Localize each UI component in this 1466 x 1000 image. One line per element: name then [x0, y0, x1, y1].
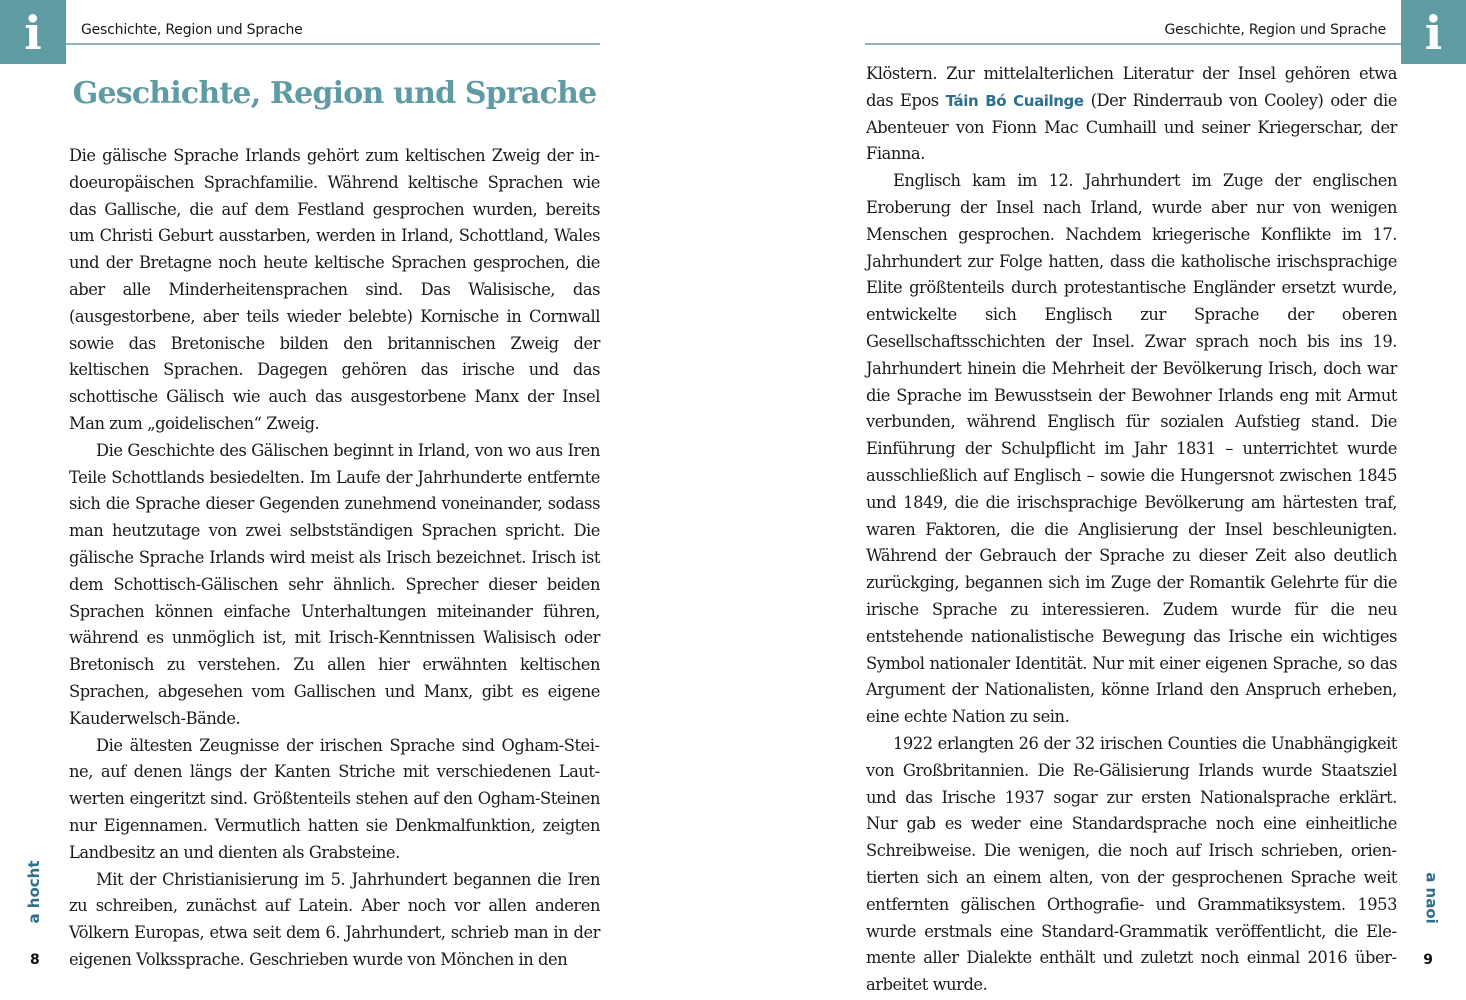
body-text	[866, 61, 1397, 999]
paragraph-text: Klöstern. Zur mittelalterlichen Literatur der Insel gehören etwa das Epos	[866, 64, 1397, 110]
info-icon: i	[1424, 6, 1443, 60]
paragraph-text: (Der Rinderraub von Cooley) oder die Abenteuer von Fionn Mac Cumhaill und seiner Kriegerschar, der Fianna.	[866, 90, 1397, 164]
right-page	[733, 0, 1466, 1000]
header-divider	[66, 43, 600, 45]
paragraph: 1922 erlangten 26 der 32 irischen Counties die Unabhängigkeit von Großbritannien. Die Re-Gälisierung Irlands wurde Staatsziel und das Irische 1937 sogar zur ersten Nationalsprache erklärt. Nur gab es weder eine Standardsprache noch eine einheitliche Schreibweise. Die wenigen, die noch auf Irisch schrieben, orientierten sich an einem alten, von der gesprochenen Sprache weit entfernten gälischen Orthografie- und Grammatiksystem. 1953 wurde erstmals eine Standard-Grammatik veröffentlicht, die Elemente aller Dialekte enthält und zuletzt noch einmal 2016 überarbeitet wurde.	[866, 733, 1397, 995]
highlighted-term: Táin Bó Cuailnge	[945, 91, 1084, 110]
irish-page-number-label: a hocht	[25, 860, 43, 924]
info-icon: i	[24, 6, 42, 60]
paragraph: Die gälische Sprache Irlands gehört zum keltischen Zweig der indoeuropäischen Sprachfamilie. Während keltische Sprachen wie das Gallische, die auf dem Festland gesprochen wurden, bereits um Christi Geburt ausstarben, werden in Irland, Schottland, Wales und der Bretagne noch heute keltische Sprachen gesprochen, die aber alle Minderheitensprachen sind. Das Walisische, das (ausgestorbene, aber teils wieder belebte) Kornische in Cornwall sowie das Bretonische bilden den britannischen Zweig der keltischen Sprachen. Dagegen gehören das irische und das schottische Gälisch wie auch das ausgestorbene Manx der Insel Man zum „goidelischen“ Zweig.	[69, 146, 600, 433]
body-text	[69, 143, 600, 974]
chapter-title: Geschichte, Region und Sprache	[72, 76, 597, 111]
running-head: Geschichte, Region und Sprache	[81, 22, 303, 38]
info-section-marker	[1401, 0, 1466, 64]
paragraph: Mit der Christianisierung im 5. Jahrhundert begannen die Iren zu schreiben, zunächst auf Latein. Aber noch vor allen anderen Völkern Europas, etwa seit dem 6. Jahrhundert, schrieb man in der eigenen Volkssprache. Geschrieben wurde von Mönchen in den	[69, 869, 600, 969]
irish-page-number-label: a naoi	[1423, 872, 1441, 924]
paragraph: Die ältesten Zeugnisse der irischen Sprache sind Ogham-Steine, auf denen längs der Kanten Striche mit verschiedenen Lautwerten eingeritzt sind. Größtenteils stehen auf den Ogham-Steinen nur Eigennamen. Vermutlich hatten sie Denkmalfunktion, zeigten Landbesitz an und dienten als Grabsteine.	[69, 735, 600, 862]
paragraph: Englisch kam im 12. Jahrhundert im Zuge der englischen Eroberung der Insel nach Irland, wurde aber nur von wenigen Menschen gesprochen. Nachdem kriegerische Konflikte im 17. Jahrhundert zur Folge hatten, dass die katholische irischsprachige Elite größtenteils durch protestantische Engländer ersetzt wurde, entwickelte sich Englisch zur Sprache der oberen Gesellschaftsschichten der Insel. Zwar sprach noch bis ins 19. Jahrhundert hinein die Mehrheit der Bevölkerung Irisch, doch war die Sprache im Bewusstsein der Bewohner Irlands eng mit Armut verbunden, während Englisch für sozialen Aufstieg stand. Die Einführung der Schulpflicht im Jahr 1831 – unterrichtet wurde ausschließlich auf Englisch – sowie die Hungersnot zwischen 1845 und 1849, die die irischsprachige Bevölkerung am härtesten traf, waren Faktoren, die die Anglisierung der Insel beschleunigten. Während der Gebrauch der Sprache zu dieser Zeit also deutlich zurückging, begannen sich im Zuge der Romantik Gelehrte für die irische Sprache zu interessieren. Zudem wurde für die neu entstehende nationalistische Bewegung das Irische ein wichtiges Symbol nationaler Identität. Nur mit einer eigenen Sprache, so das Argument der Nationalisten, könne Irland den Anspruch erheben, eine echte Nation zu sein.	[866, 171, 1397, 727]
running-head: Geschichte, Region und Sprache	[1164, 22, 1386, 38]
info-section-marker	[0, 0, 66, 64]
page-number: 8	[30, 952, 40, 968]
header-divider	[865, 43, 1401, 45]
paragraph	[866, 61, 1397, 168]
page-number: 9	[1423, 952, 1433, 968]
paragraph: Die Geschichte des Gälischen beginnt in Irland, von wo aus Iren Teile Schottlands besiedelten. Im Laufe der Jahrhunderte entfernte sich die Sprache dieser Gegenden zunehmend voneinander, sodass man heutzutage von zwei selbstständigen Sprachen spricht. Die gälische Sprache Irlands wird meist als Irisch bezeichnet. Irisch ist dem Schottisch-Gälischen sehr ähnlich. Sprecher dieser beiden Sprachen können einfache Unterhaltungen miteinander führen, während es unmöglich ist, mit Irisch-Kenntnissen Walisisch oder Bretonisch zu verstehen. Zu allen hier erwähnten keltischen Sprachen, abgesehen vom Gallischen und Manx, gibt es eigene Kauderwelsch-Bände.	[69, 440, 600, 728]
